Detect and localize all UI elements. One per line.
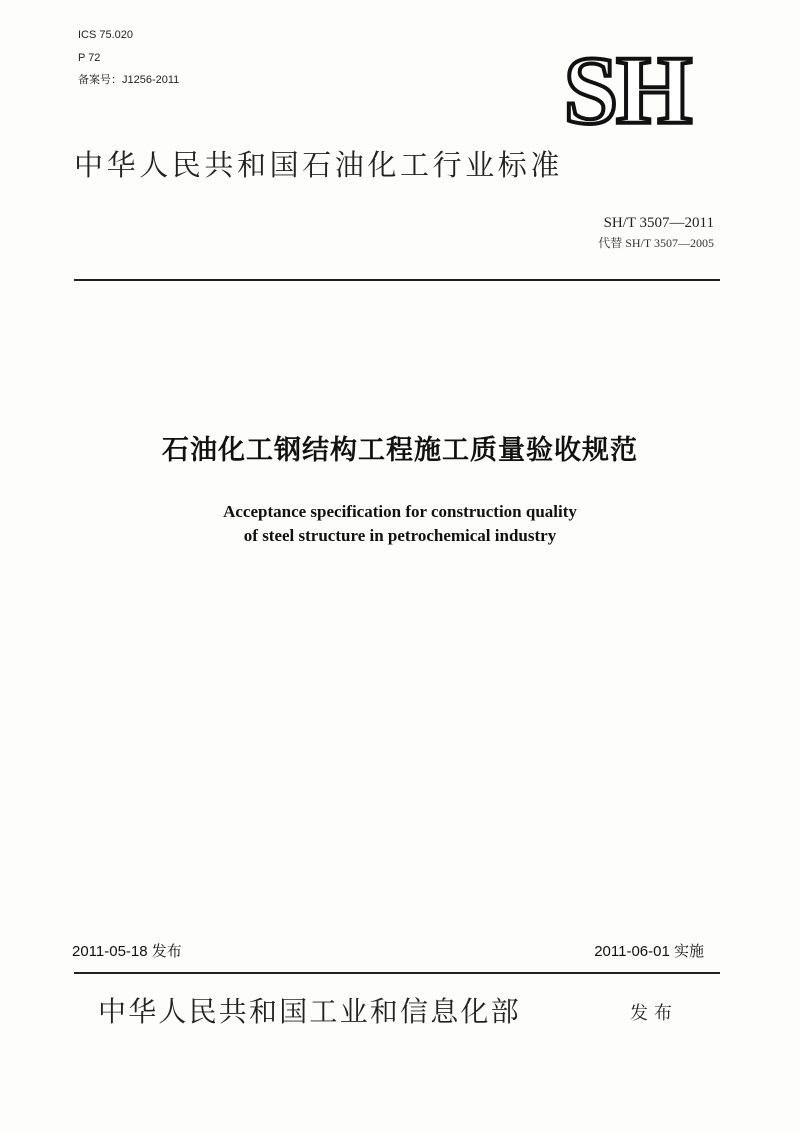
classification-code: P 72: [78, 52, 101, 64]
sh-logo: SH: [563, 37, 691, 145]
document-title-english-line2: of steel structure in petrochemical industry: [243, 526, 557, 545]
effective-date: 2011-06-01 实施: [594, 943, 704, 960]
document-title-english-line1: Acceptance specification for construction quality: [223, 502, 577, 521]
top-divider: [74, 279, 720, 281]
industry-standard-title: 中华人民共和国石油化工行业标准: [74, 148, 564, 182]
replaces-standard: 代替 SH/T 3507—2005: [598, 236, 714, 250]
document-title-chinese: 石油化工钢结构工程施工质量验收规范: [162, 435, 638, 466]
issue-date: 2011-05-18 发布: [72, 943, 182, 960]
issue-label: 发布: [630, 1003, 678, 1024]
ics-code: ICS 75.020: [78, 29, 134, 41]
filing-number: 备案号：J1256-2011: [78, 74, 180, 86]
issuing-authority: 中华人民共和国工业和信息化部: [98, 995, 521, 1028]
standard-code: SH/T 3507—2011: [603, 215, 714, 231]
bottom-divider: [74, 972, 720, 974]
